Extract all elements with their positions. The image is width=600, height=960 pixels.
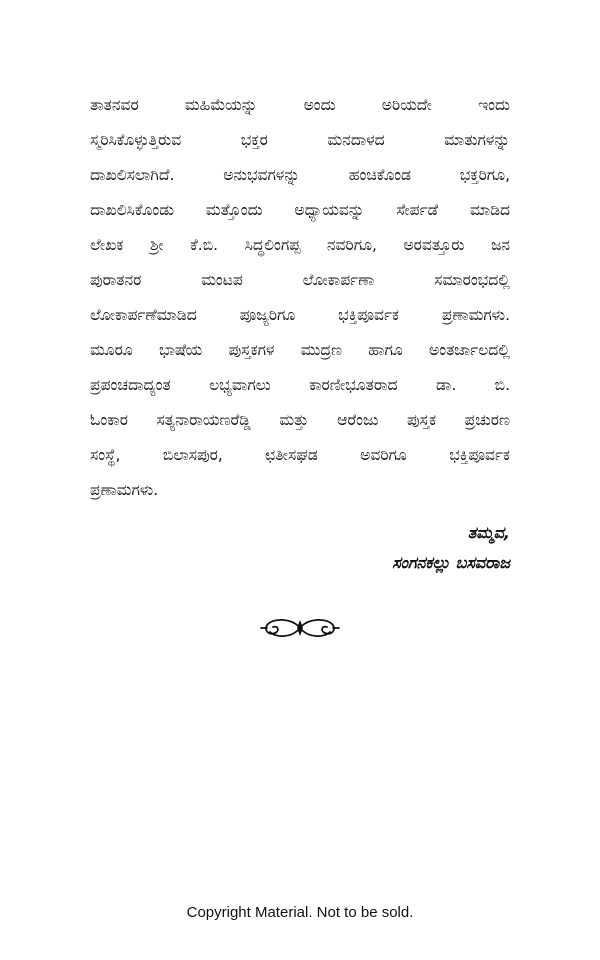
paragraph-line: ಸ್ಮರಿಸಿಕೊಳ್ಳುತ್ತಿರುವ ಭಕ್ತರ ಮನದಾಳದ ಮಾತುಗಳನ್ನು	[90, 131, 510, 149]
flourish-ornament-icon	[258, 614, 342, 642]
paragraph-line: ದಾಖಲಿಸಲಾಗಿದೆ. ಅನುಭವಗಳನ್ನು ಹಂಚಿಕೊಂಡ ಭಕ್ತರಿಗೂ,	[90, 166, 510, 184]
paragraph-line: ದಾಖಲಿಸಿಕೊಂಡು ಮತ್ತೊಂದು ಅಧ್ಯಾಯವನ್ನು ಸೇರ್ಪಡೆ ಮಾಡಿದ	[90, 201, 510, 219]
paragraph-line: ಮೂರೂ ಭಾಷೆಯ ಪುಸ್ತಕಗಳ ಮುದ್ರಣ ಹಾಗೂ ಅಂತರ್ಜಾಲದಲ್ಲಿ	[90, 341, 510, 359]
body-paragraph	[90, 88, 510, 508]
signature-salutation: ತಮ್ಮವ,	[467, 523, 510, 542]
copyright-notice: Copyright Material. Not to be sold.	[186, 904, 414, 921]
paragraph-line: ಪುರಾತನರ ಮಂಟಪ ಲೋಕಾರ್ಪಣಾ ಸಮಾರಂಭದಲ್ಲಿ	[90, 271, 510, 289]
paragraph-line-last: ಪ್ರಣಾಮಗಳು.	[90, 481, 159, 499]
paragraph-line: ಸಂಸ್ಥೆ, ಬಿಲಾಸಪುರ, ಛತೀಸಘಡ ಅವರಿಗೂ ಭಕ್ತಿಪೂರ್ವಕ	[90, 446, 510, 464]
paragraph-line: ಲೇಖಕ ಶ್ರೀ ಕೆ.ಬಿ. ಸಿದ್ಧಲಿಂಗಪ್ಪ ನವರಿಗೂ, ಅರವತ್ತೂರು ಜನ	[90, 236, 510, 254]
signature-block	[392, 518, 510, 578]
paragraph-line: ಪ್ರಪಂಚದಾದ್ಯಂತ ಲಭ್ಯವಾಗಲು ಕಾರಣೀಭೂತರಾದ ಡಾ. ಬಿ.	[90, 376, 510, 394]
signature-author-name: ಸಂಗನಕಲ್ಲು ಬಸವರಾಜ	[392, 553, 510, 572]
paragraph-line: ಲೋಕಾರ್ಪಣೆಮಾಡಿದ ಪೂಜ್ಯರಿಗೂ ಭಕ್ತಿಪೂರ್ವಕ ಪ್ರಣಾಮಗಳು.	[90, 306, 510, 324]
paragraph-line: ತಾತನವರ ಮಹಿಮೆಯನ್ನು ಅಂದು ಅರಿಯದೇ ಇಂದು	[90, 96, 510, 114]
paragraph-line: ಓಂಕಾರ ಸತ್ಯನಾರಾಯಣರೆಡ್ಡಿ ಮತ್ತು ಆರೆಂಜು ಪುಸ್ತಕ ಪ್ರಚುರಣ	[90, 411, 510, 429]
